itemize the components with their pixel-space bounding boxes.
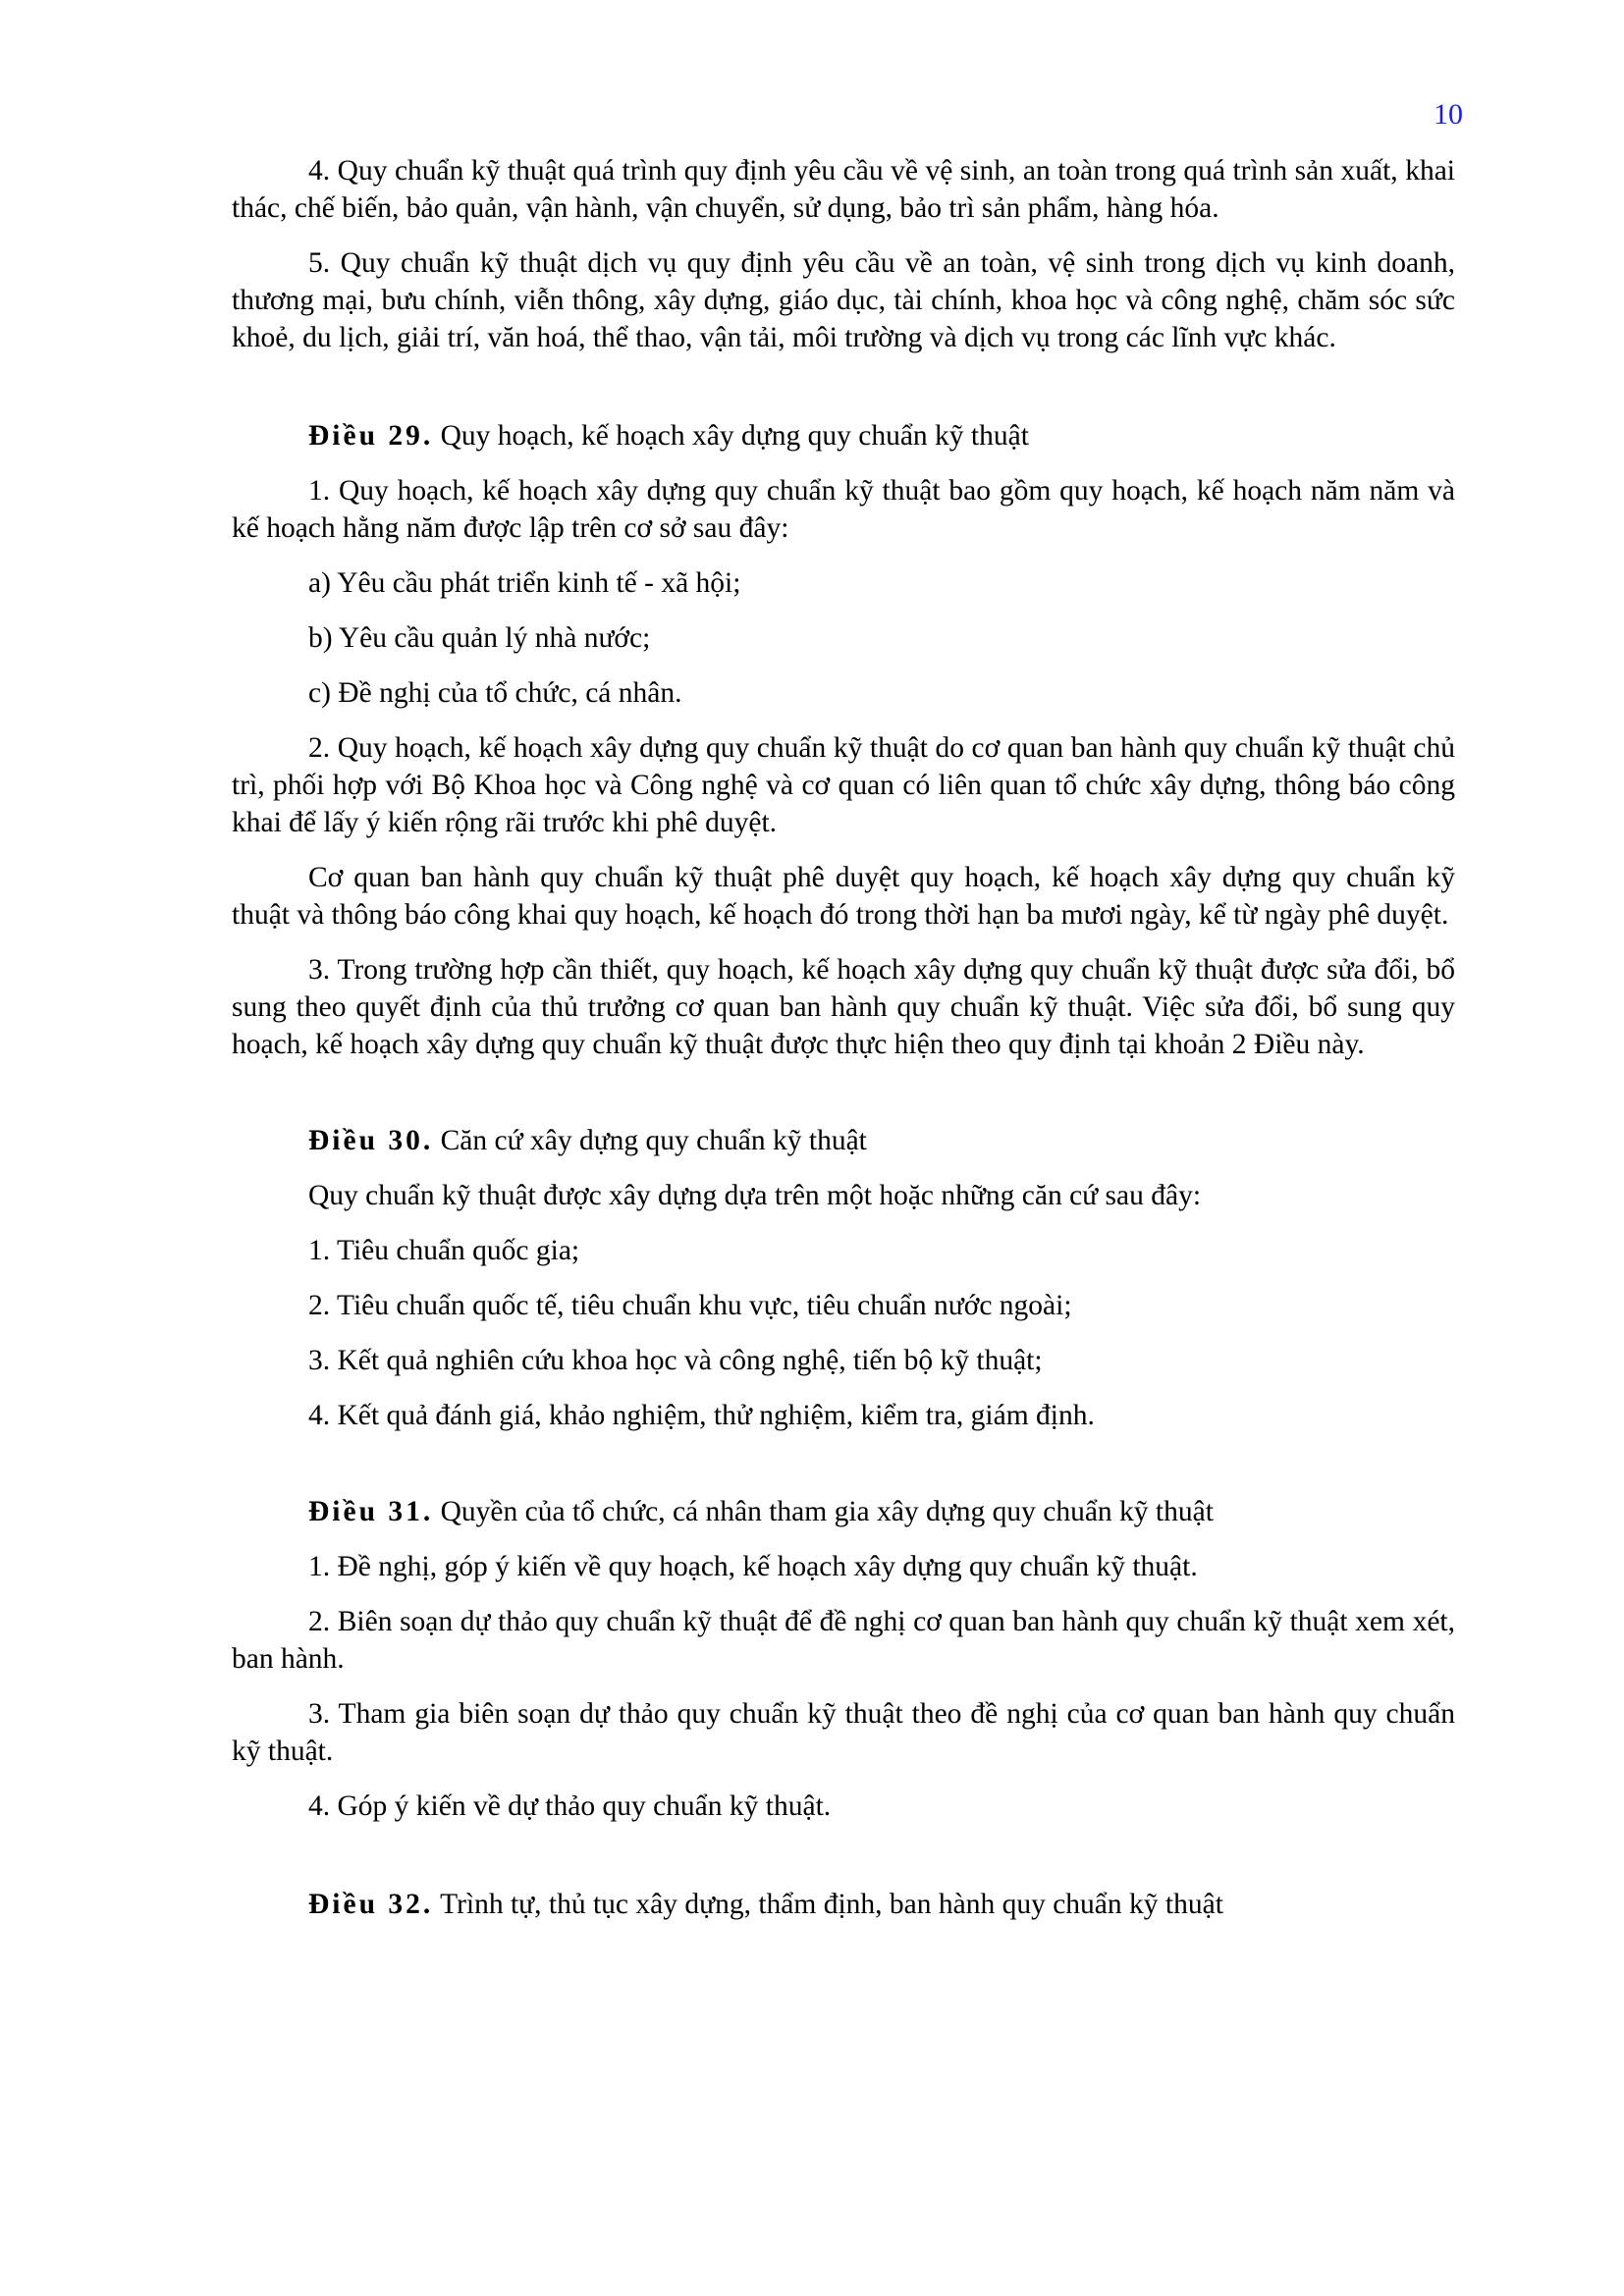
- article-label: Điều 30.: [308, 1125, 434, 1156]
- paragraph: 1. Đề nghị, góp ý kiến về quy hoạch, kế hoạch xây dựng quy chuẩn kỹ thuật.: [308, 1551, 1198, 1582]
- paragraph: a) Yêu cầu phát triển kinh tế - xã hội;: [308, 567, 741, 599]
- article-heading: [232, 1122, 1455, 1159]
- paragraph: 3. Tham gia biên soạn dự thảo quy chuẩn kỹ thuật theo đề nghị của cơ quan ban hành quy chuẩn kỹ thuật.: [232, 1698, 1455, 1767]
- article-31: [232, 1493, 1455, 1825]
- article-label: Điều 29.: [308, 420, 434, 452]
- document-body: [232, 152, 1455, 1941]
- article-32: [232, 1886, 1455, 1923]
- paragraph: 4. Góp ý kiến về dự thảo quy chuẩn kỹ thuật.: [308, 1790, 832, 1822]
- page-number: 10: [1434, 98, 1463, 131]
- article-title: Quy hoạch, kế hoạch xây dựng quy chuẩn kỹ thuật: [440, 420, 1029, 452]
- article-title: Quyền của tổ chức, cá nhân tham gia xây dựng quy chuẩn kỹ thuật: [440, 1496, 1214, 1527]
- article-heading: [232, 1493, 1455, 1530]
- paragraph: b) Yêu cầu quản lý nhà nước;: [308, 622, 651, 654]
- paragraph: 2. Quy hoạch, kế hoạch xây dựng quy chuẩn kỹ thuật do cơ quan ban hành quy chuẩn kỹ thuật chủ trì, phối hợp với Bộ Khoa học và Công nghệ và cơ quan có liên quan tổ chức xây dựng, thông báo công khai để lấy ý kiến rộng rãi trước khi phê duyệt.: [232, 732, 1455, 838]
- article-title: Căn cứ xây dựng quy chuẩn kỹ thuật: [440, 1125, 867, 1156]
- article-heading: [232, 417, 1455, 454]
- paragraph: 3. Kết quả nghiên cứu khoa học và công nghệ, tiến bộ kỹ thuật;: [308, 1345, 1043, 1376]
- paragraph: 5. Quy chuẩn kỹ thuật dịch vụ quy định yêu cầu về an toàn, vệ sinh trong dịch vụ kinh doanh, thương mại, bưu chính, viễn thông, xây dựng, giáo dục, tài chính, khoa học và công nghệ, chăm sóc sức khoẻ, du lịch, giải trí, văn hoá, thể thao, vận tải, môi trường và dịch vụ trong các lĩnh vực khác.: [232, 247, 1455, 353]
- paragraph: 4. Quy chuẩn kỹ thuật quá trình quy định yêu cầu về vệ sinh, an toàn trong quá trình sản xuất, khai thác, chế biến, bảo quản, vận hành, vận chuyển, sử dụng, bảo trì sản phẩm, hàng hóa.: [232, 155, 1455, 224]
- paragraph: Cơ quan ban hành quy chuẩn kỹ thuật phê duyệt quy hoạch, kế hoạch xây dựng quy chuẩn kỹ thuật và thông báo công khai quy hoạch, kế hoạch đó trong thời hạn ba mươi ngày, kể từ ngày phê duyệt.: [232, 862, 1455, 931]
- paragraph: 2. Tiêu chuẩn quốc tế, tiêu chuẩn khu vực, tiêu chuẩn nước ngoài;: [308, 1290, 1072, 1321]
- article-heading: [232, 1886, 1455, 1923]
- article-label: Điều 31.: [308, 1496, 434, 1527]
- paragraph: 4. Kết quả đánh giá, khảo nghiệm, thử nghiệm, kiểm tra, giám định.: [308, 1400, 1095, 1431]
- article-29: [232, 417, 1455, 1063]
- article-30: [232, 1122, 1455, 1434]
- paragraph: 2. Biên soạn dự thảo quy chuẩn kỹ thuật để đề nghị cơ quan ban hành quy chuẩn kỹ thuật xem xét, ban hành.: [232, 1606, 1455, 1675]
- article-label: Điều 32.: [308, 1889, 434, 1920]
- paragraph: Quy chuẩn kỹ thuật được xây dựng dựa trên một hoặc những căn cứ sau đây:: [308, 1180, 1202, 1211]
- paragraph: 1. Tiêu chuẩn quốc gia;: [308, 1235, 580, 1266]
- article-title: Trình tự, thủ tục xây dựng, thẩm định, ban hành quy chuẩn kỹ thuật: [440, 1889, 1223, 1920]
- paragraph: 1. Quy hoạch, kế hoạch xây dựng quy chuẩn kỹ thuật bao gồm quy hoạch, kế hoạch năm năm và kế hoạch hằng năm được lập trên cơ sở sau đây:: [232, 475, 1455, 544]
- paragraph: c) Đề nghị của tổ chức, cá nhân.: [308, 677, 682, 709]
- paragraph: 3. Trong trường hợp cần thiết, quy hoạch, kế hoạch xây dựng quy chuẩn kỹ thuật được sửa đổi, bổ sung theo quyết định của thủ trưởng cơ quan ban hành quy chuẩn kỹ thuật. Việc sửa đổi, bổ sung quy hoạch, kế hoạch xây dựng quy chuẩn kỹ thuật được thực hiện theo quy định tại khoản 2 Điều này.: [232, 954, 1455, 1060]
